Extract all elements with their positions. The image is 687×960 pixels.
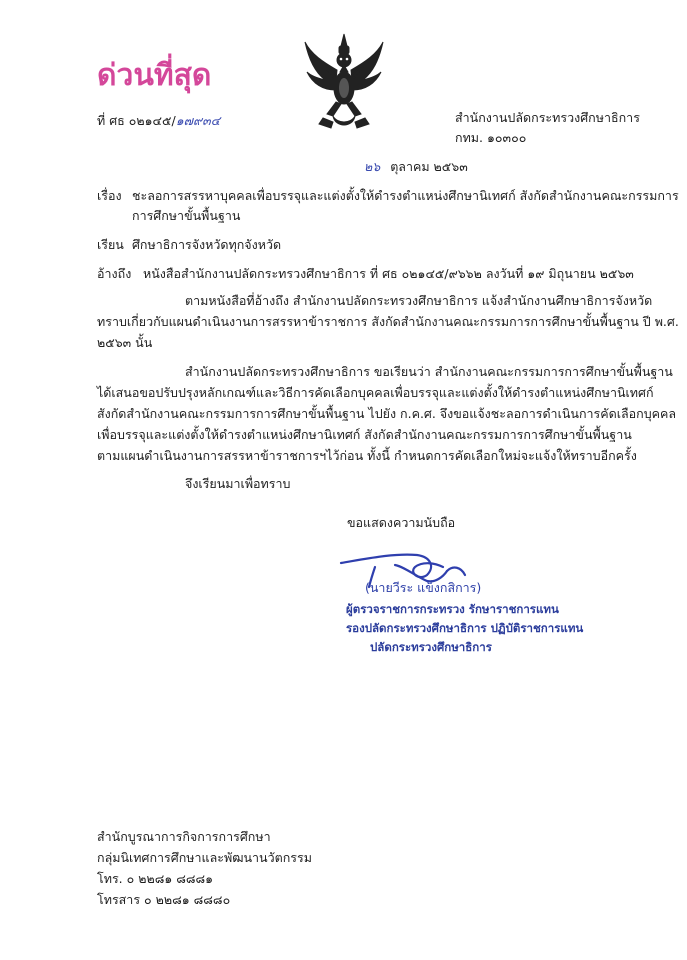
to-label: เรียน — [97, 237, 124, 252]
paragraph-2-line-1: สำนักงานปลัดกระทรวงศึกษาธิการ ขอเรียนว่า สำนักงานคณะกรรมการการศึกษาขั้นพื้นฐาน — [185, 364, 673, 379]
reference-number — [97, 113, 220, 129]
signer-name: (นายวีระ แข็งกสิการ) — [365, 580, 482, 595]
subject-label: เรื่อง — [97, 188, 122, 203]
closing-request: จึงเรียนมาเพื่อทราบ — [185, 476, 291, 491]
paragraph-2-line-4: เพื่อบรรจุและแต่งตั้งให้ดำรงตำแหน่งศึกษานิเทศก์ สังกัดสำนักงานคณะกรรมการการศึกษาขั้นพื้นฐาน — [97, 427, 632, 442]
signer-title-3: ปลัดกระทรวงศึกษาธิการ — [370, 640, 492, 654]
footer-unit: สำนักบูรณาการกิจการการศึกษา — [97, 829, 271, 844]
paragraph-2-line-2: ได้เสนอขอปรับปรุงหลักเกณฑ์และวิธีการคัดเลือกบุคคลเพื่อบรรจุและแต่งตั้งให้ดำรงตำแหน่งศึกษานิเทศก์ — [97, 385, 654, 400]
date-month-year: ตุลาคม ๒๕๖๓ — [390, 159, 468, 174]
date-day-handwritten: ๒๖ — [364, 159, 381, 174]
garuda-emblem-icon — [303, 32, 385, 132]
urgency-heading: ด่วนที่สุด — [97, 58, 212, 93]
office-address: กทม. ๑๐๓๐๐ — [455, 130, 527, 145]
paragraph-1-line-1: ตามหนังสือที่อ้างถึง สำนักงานปลัดกระทรวงศึกษาธิการ แจ้งสำนักงานศึกษาธิการจังหวัด — [185, 293, 653, 308]
paragraph-2-line-5: ตามแผนดำเนินงานการสรรหาข้าราชการฯไว้ก่อน ทั้งนี้ กำหนดการคัดเลือกใหม่จะแจ้งให้ทราบอีกครั้ง — [97, 448, 637, 463]
footer-fax: โทรสาร ๐ ๒๒๘๑ ๘๘๘๐ — [97, 892, 231, 907]
reference-document: หนังสือสำนักงานปลัดกระทรวงศึกษาธิการ ที่ ศธ ๐๒๑๔๕/๙๖๖๒ ลงวันที่ ๑๙ มิถุนายน ๒๕๖๓ — [143, 266, 634, 281]
signer-title-1: ผู้ตรวจราชการกระทรวง รักษาราชการแทน — [346, 602, 559, 616]
paragraph-1-line-2: ทราบเกี่ยวกับแผนดำเนินงานการสรรหาข้าราชการ สังกัดสำนักงานคณะกรรมการการศึกษาขั้นพื้นฐาน ปี พ.ศ. — [97, 314, 679, 329]
office-name: สำนักงานปลัดกระทรวงศึกษาธิการ — [455, 110, 640, 125]
reference-number-handwritten: ๑๗๙๓๔ — [175, 113, 221, 128]
footer-telephone: โทร. ๐ ๒๒๘๑ ๘๘๘๑ — [97, 871, 214, 886]
paragraph-2-line-3: สังกัดสำนักงานคณะกรรมการการศึกษาขั้นพื้นฐาน ไปยัง ก.ค.ศ. จึงขอแจ้งชะลอการดำเนินการคัดเลือกบุคคล — [97, 406, 677, 421]
subject-line-1: ชะลอการสรรหาบุคคลเพื่อบรรจุและแต่งตั้งให้ดำรงตำแหน่งศึกษานิเทศก์ สังกัดสำนักงานคณะกรรมการ — [132, 188, 679, 203]
footer-group: กลุ่มนิเทศการศึกษาและพัฒนานวัตกรรม — [97, 850, 312, 865]
to-recipient: ศึกษาธิการจังหวัดทุกจังหวัด — [132, 237, 282, 252]
salutation: ขอแสดงความนับถือ — [347, 515, 456, 530]
reference-prefix: ที่ ศธ ๐๒๑๔๕/ — [97, 113, 176, 128]
letter-date — [364, 159, 468, 175]
paragraph-1-line-3: ๒๕๖๓ นั้น — [97, 335, 153, 350]
subject-line-2: การศึกษาขั้นพื้นฐาน — [132, 208, 241, 223]
reference-label: อ้างถึง — [97, 266, 132, 281]
signer-title-2: รองปลัดกระทรวงศึกษาธิการ ปฏิบัติราชการแทน — [346, 621, 584, 635]
